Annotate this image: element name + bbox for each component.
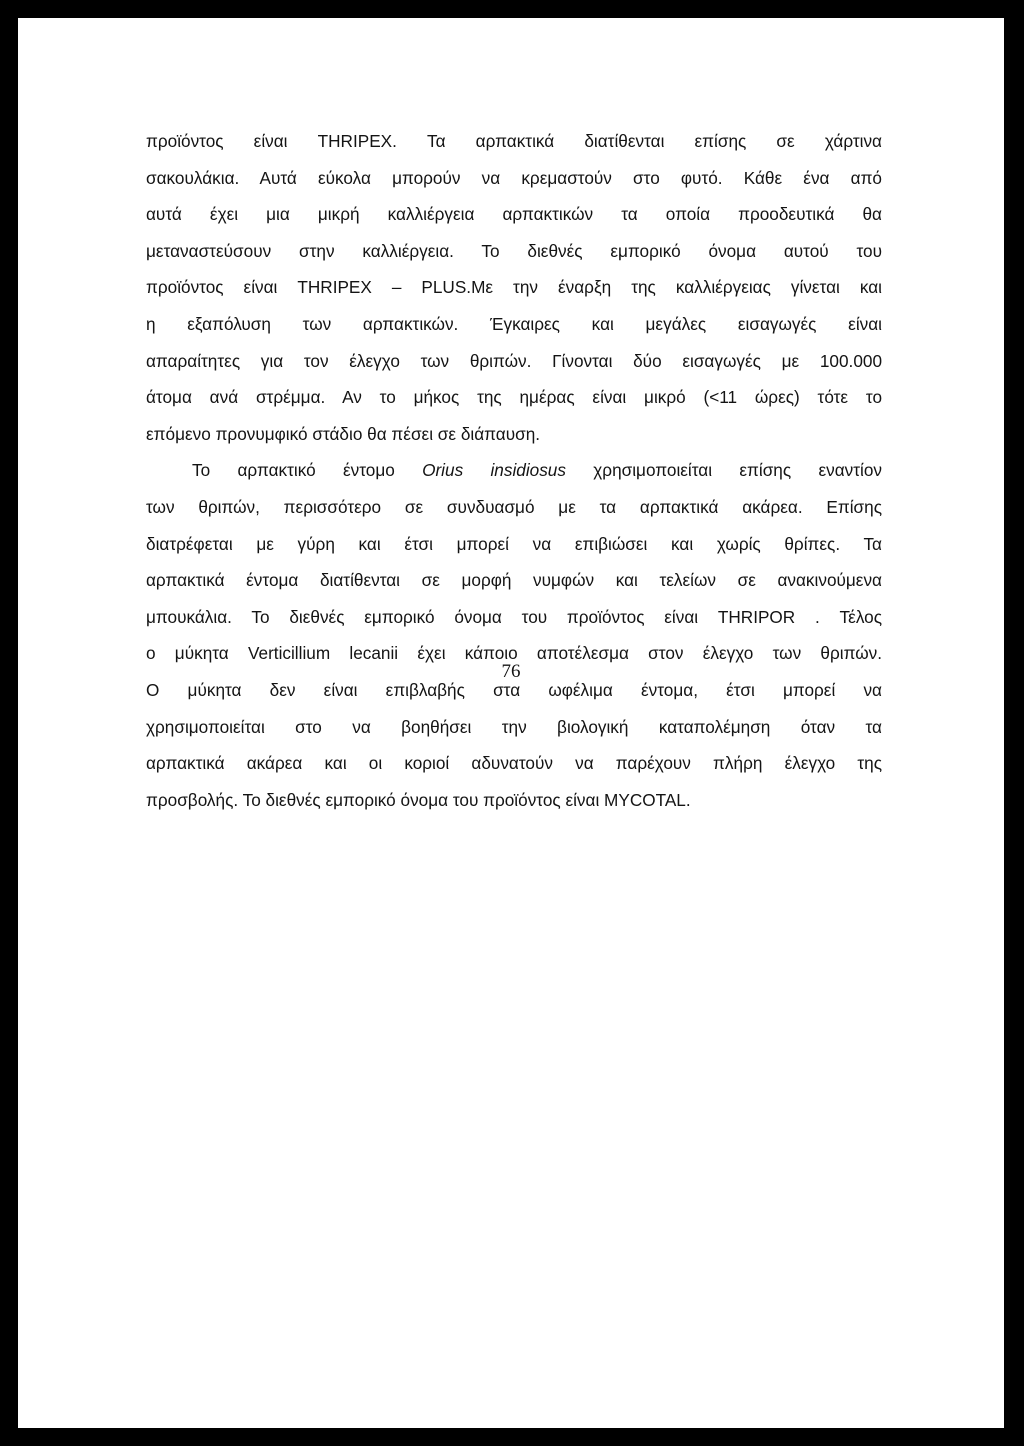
body-text xyxy=(146,123,882,818)
paragraph-1-line-9: επόμενο προνυμφικό στάδιο θα πέσει σε διάπαυση. xyxy=(146,423,541,444)
paragraph-2-lead-text: Το αρπακτικό έντομο xyxy=(192,460,423,481)
paragraph-1-line-7: απαραίτητες για τον έλεγχο των θριπών. Γίνονται δύο εισαγωγές με 100.000 xyxy=(146,350,882,371)
paragraph-2-line-9: αρπακτικά ακάρεα και οι κοριοί αδυνατούν να παρέχουν πλήρη έλεγχο της xyxy=(146,753,882,774)
paragraph-1-line-4: μεταναστεύσουν στην καλλιέργεια. Το διεθνές εμπορικό όνομα αυτού του xyxy=(146,240,882,261)
paragraph-2-line-7: Ο μύκητα δεν είναι επιβλαβής στα ωφέλιμα έντομα, έτσι μπορεί να xyxy=(146,679,882,700)
paragraph-2-line-1 xyxy=(146,452,882,489)
species-name: Orius insidiosus xyxy=(422,460,566,481)
paragraph-2-line-4: αρπακτικά έντομα διατίθενται σε μορφή νυμφών και τελείων σε ανακινούμενα xyxy=(146,570,882,591)
page-number: 76 xyxy=(501,661,521,682)
paragraph-2-line-10: προσβολής. Το διεθνές εμπορικό όνομα του προϊόντος είναι MYCOTAL. xyxy=(146,789,691,810)
paragraph-1-line-2: σακουλάκια. Αυτά εύκολα μπορούν να κρεμαστούν στο φυτό. Κάθε ένα από xyxy=(146,167,882,188)
paragraph-1-line-6: η εξαπόλυση των αρπακτικών. Έγκαιρες και μεγάλες εισαγωγές είναι xyxy=(146,313,882,334)
paragraph-2-line-3: διατρέφεται με γύρη και έτσι μπορεί να επιβιώσει και χωρίς θρίπες. Τα xyxy=(146,533,882,554)
paragraph-1-line-1: προϊόντος είναι THRIPEX. Τα αρπακτικά διατίθενται επίσης σε χάρτινα xyxy=(146,131,882,151)
paragraph-1-line-3: αυτά έχει μια μικρή καλλιέργεια αρπακτικών τα οποία προοδευτικά θα xyxy=(146,204,882,225)
paragraph-2-lead-text-end: χρησιμοποιείται επίσης εναντίον xyxy=(565,460,882,481)
paragraph-2-line-5: μπουκάλια. Το διεθνές εμπορικό όνομα του προϊόντος είναι THRIPOR . Τέλος xyxy=(146,606,882,627)
paragraph-2-line-2: των θριπών, περισσότερο σε συνδυασμό με τα αρπακτικά ακάρεα. Επίσης xyxy=(146,496,882,517)
document-page xyxy=(18,18,1004,1428)
paragraph-1-line-5: προϊόντος είναι THRIPEX – PLUS.Με την έναρξη της καλλιέργειας γίνεται και xyxy=(146,277,882,298)
paragraph-2-line-8: χρησιμοποιείται στο να βοηθήσει την βιολογική καταπολέμηση όταν τα xyxy=(146,716,882,737)
paragraph-2-line-6: ο μύκητα Verticillium lecanii έχει κάποιο αποτέλεσμα στον έλεγχο των θριπών. xyxy=(146,643,882,664)
paragraph-1-line-8: άτομα ανά στρέμμα. Αν το μήκος της ημέρας είναι μικρό (<11 ώρες) τότε το xyxy=(146,387,882,408)
